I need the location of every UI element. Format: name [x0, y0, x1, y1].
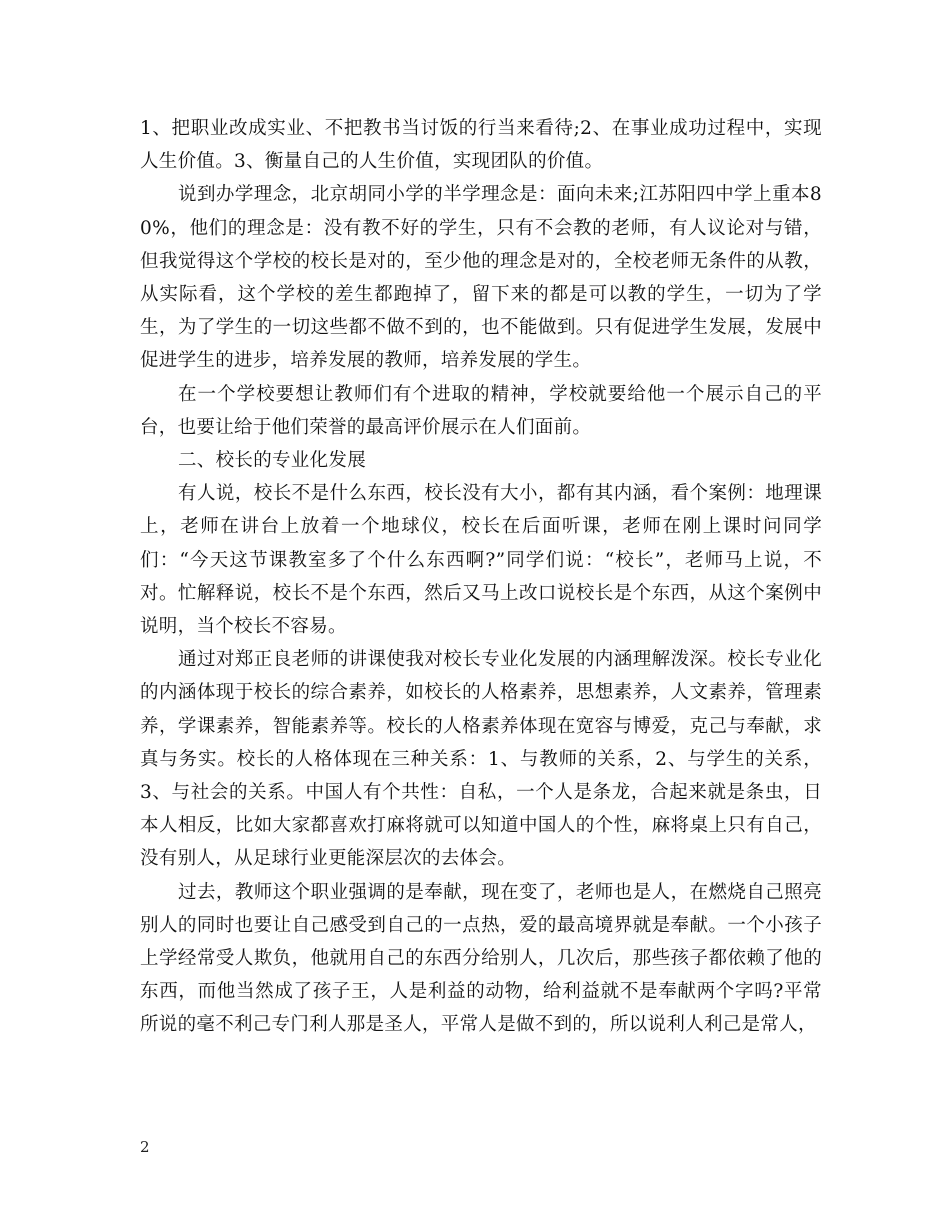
paragraph-4: 有人说，校长不是什么东西，校长没有大小，都有其内涵，看个案例：地理课上，老师在讲台上放着一个地球仪，校长在后面听课，老师在刚上课时问同学们：“今天这节课教室多了个什么东西啊?”同学们说：“校长”，老师马上说，不对。忙解释说，校长不是个东西，然后又马上改口说校长是个东西，从这个案例中说明，当个校长不容易。: [140, 483, 822, 638]
page-number: 2: [140, 1138, 150, 1156]
paragraph-3: 在一个学校要想让教师们有个进取的精神，学校就要给他一个展示自己的平台，也要让给于他们荣誉的最高评价展示在人们面前。: [140, 383, 822, 438]
paragraph-5: 通过对郑正良老师的讲课使我对校长专业化发展的内涵理解泼深。校长专业化的内涵体现于校长的综合素养，如校长的人格素养，思想素养，人文素养，管理素养，学课素养，智能素养等。校长的人格素养体现在宽容与博爱，克己与奉献，求真与务实。校长的人格体现在三种关系：1、与教师的关系，2、与学生的关系，3、与社会的关系。中国人有个共性：自私，一个人是条龙，合起来就是条虫，日本人相反，比如大家都喜欢打麻将就可以知道中国人的个性，麻将桌上只有自己，没有别人，从足球行业更能深层次的去体会。: [140, 649, 822, 870]
paragraph-1: 1、把职业改成实业、不把教书当讨饭的行当来看待;2、在事业成功过程中，实现人生价值。3、衡量自己的人生价值，实现团队的价值。: [140, 118, 822, 173]
document-body: [140, 112, 822, 1042]
paragraph-6: 过去，教师这个职业强调的是奉献，现在变了，老师也是人，在燃烧自己照亮别人的同时也要让自己感受到自己的一点热，爱的最高境界就是奉献。一个小孩子上学经常受人欺负，他就用自己的东西分给别人，几次后，那些孩子都依赖了他的东西，而他当然成了孩子王，人是利益的动物，给利益就不是奉献两个字吗?平常所说的毫不利己专门利人那是圣人，平常人是做不到的，所以说利人利己是常人，: [140, 881, 822, 1036]
paragraph-2: 说到办学理念，北京胡同小学的半学理念是：面向未来;江苏阳四中学上重本80%，他们的理念是：没有教不好的学生，只有不会教的老师，有人议论对与错，但我觉得这个学校的校长是对的，至少他的理念是对的，全校老师无条件的从教，从实际看，这个学校的差生都跑掉了，留下来的都是可以教的学生，一切为了学生，为了学生的一切这些都不做不到的，也不能做到。只有促进学生发展，发展中促进学生的进步，培养发展的教师，培养发展的学生。: [140, 184, 822, 372]
section-heading: 二、校长的专业化发展: [178, 450, 367, 472]
